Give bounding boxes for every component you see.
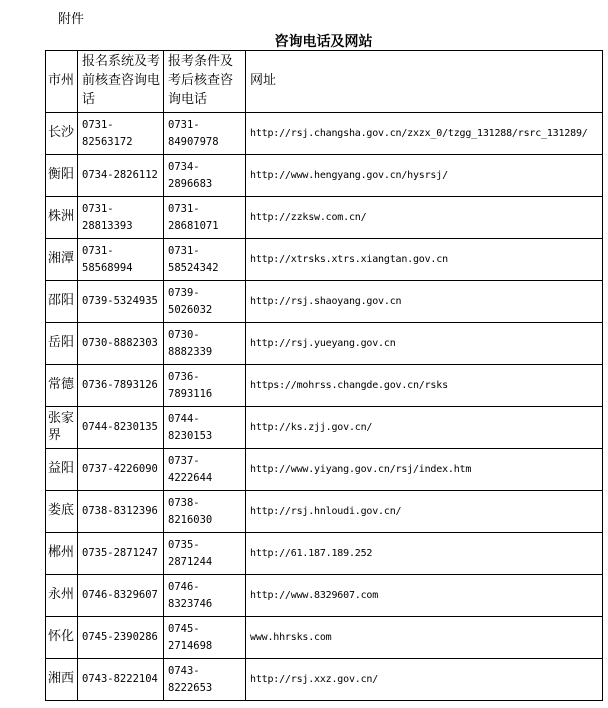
website-cell: http://61.187.189.252 <box>246 533 603 575</box>
table-row <box>46 239 603 281</box>
pre-exam-phone-cell: 0739-5324935 <box>78 281 164 323</box>
city-cell: 郴州 <box>46 533 78 575</box>
post-exam-phone-cell: 0744-8230153 <box>164 407 246 449</box>
post-exam-phone-cell: 0739-5026032 <box>164 281 246 323</box>
post-exam-phone-cell: 0731-84907978 <box>164 113 246 155</box>
table-row <box>46 113 603 155</box>
attachment-label: 附件 <box>58 12 85 27</box>
website-cell: http://rsj.changsha.gov.cn/zxzx_0/tzgg_131288/rsrc_131289/ <box>246 113 603 155</box>
post-exam-phone-cell: 0738-8216030 <box>164 491 246 533</box>
city-cell: 湘西 <box>46 659 78 701</box>
pre-exam-phone-cell: 0746-8329607 <box>78 575 164 617</box>
city-cell: 永州 <box>46 575 78 617</box>
column-header-pre-exam-phone: 报名系统及考前核查咨询电话 <box>78 51 164 113</box>
post-exam-phone-cell: 0743-8222653 <box>164 659 246 701</box>
page-title: 咨询电话及网站 <box>274 34 373 50</box>
column-header-website: 网址 <box>246 51 603 113</box>
city-cell: 岳阳 <box>46 323 78 365</box>
table-body <box>46 113 603 701</box>
pre-exam-phone-cell: 0745-2390286 <box>78 617 164 659</box>
website-cell: http://rsj.yueyang.gov.cn <box>246 323 603 365</box>
website-cell: http://ks.zjj.gov.cn/ <box>246 407 603 449</box>
city-cell: 张家界 <box>46 407 78 449</box>
website-cell: http://zzksw.com.cn/ <box>246 197 603 239</box>
pre-exam-phone-cell: 0743-8222104 <box>78 659 164 701</box>
pre-exam-phone-cell: 0731-82563172 <box>78 113 164 155</box>
table-row <box>46 365 603 407</box>
table-row <box>46 323 603 365</box>
city-cell: 邵阳 <box>46 281 78 323</box>
city-cell: 长沙 <box>46 113 78 155</box>
city-cell: 常德 <box>46 365 78 407</box>
post-exam-phone-cell: 0746-8323746 <box>164 575 246 617</box>
table-row <box>46 449 603 491</box>
post-exam-phone-cell: 0731-28681071 <box>164 197 246 239</box>
post-exam-phone-cell: 0734-2896683 <box>164 155 246 197</box>
website-cell: http://www.hengyang.gov.cn/hysrsj/ <box>246 155 603 197</box>
pre-exam-phone-cell: 0730-8882303 <box>78 323 164 365</box>
pre-exam-phone-cell: 0731-58568994 <box>78 239 164 281</box>
website-cell: http://xtrsks.xtrs.xiangtan.gov.cn <box>246 239 603 281</box>
table-row <box>46 659 603 701</box>
city-cell: 怀化 <box>46 617 78 659</box>
post-exam-phone-cell: 0745-2714698 <box>164 617 246 659</box>
contact-table <box>45 50 603 701</box>
website-cell: http://rsj.xxz.gov.cn/ <box>246 659 603 701</box>
column-header-post-exam-phone: 报考条件及考后核查咨询电话 <box>164 51 246 113</box>
city-cell: 衡阳 <box>46 155 78 197</box>
city-cell: 娄底 <box>46 491 78 533</box>
website-cell: http://www.8329607.com <box>246 575 603 617</box>
pre-exam-phone-cell: 0736-7893126 <box>78 365 164 407</box>
website-cell: http://rsj.hnloudi.gov.cn/ <box>246 491 603 533</box>
table-row <box>46 491 603 533</box>
pre-exam-phone-cell: 0744-8230135 <box>78 407 164 449</box>
city-cell: 益阳 <box>46 449 78 491</box>
table-row <box>46 155 603 197</box>
post-exam-phone-cell: 0736-7893116 <box>164 365 246 407</box>
table-row <box>46 281 603 323</box>
table-row <box>46 197 603 239</box>
table-row <box>46 617 603 659</box>
website-cell: https://mohrss.changde.gov.cn/rsks <box>246 365 603 407</box>
website-cell: www.hhrsks.com <box>246 617 603 659</box>
pre-exam-phone-cell: 0737-4226090 <box>78 449 164 491</box>
table-row <box>46 407 603 449</box>
pre-exam-phone-cell: 0738-8312396 <box>78 491 164 533</box>
table-row <box>46 533 603 575</box>
pre-exam-phone-cell: 0735-2871247 <box>78 533 164 575</box>
post-exam-phone-cell: 0735-2871244 <box>164 533 246 575</box>
pre-exam-phone-cell: 0731-28813393 <box>78 197 164 239</box>
column-header-city: 市州 <box>46 51 78 113</box>
website-cell: http://www.yiyang.gov.cn/rsj/index.htm <box>246 449 603 491</box>
table-header-row <box>46 51 603 113</box>
post-exam-phone-cell: 0731-58524342 <box>164 239 246 281</box>
city-cell: 湘潭 <box>46 239 78 281</box>
city-cell: 株洲 <box>46 197 78 239</box>
post-exam-phone-cell: 0730-8882339 <box>164 323 246 365</box>
post-exam-phone-cell: 0737-4222644 <box>164 449 246 491</box>
pre-exam-phone-cell: 0734-2826112 <box>78 155 164 197</box>
table-row <box>46 575 603 617</box>
website-cell: http://rsj.shaoyang.gov.cn <box>246 281 603 323</box>
